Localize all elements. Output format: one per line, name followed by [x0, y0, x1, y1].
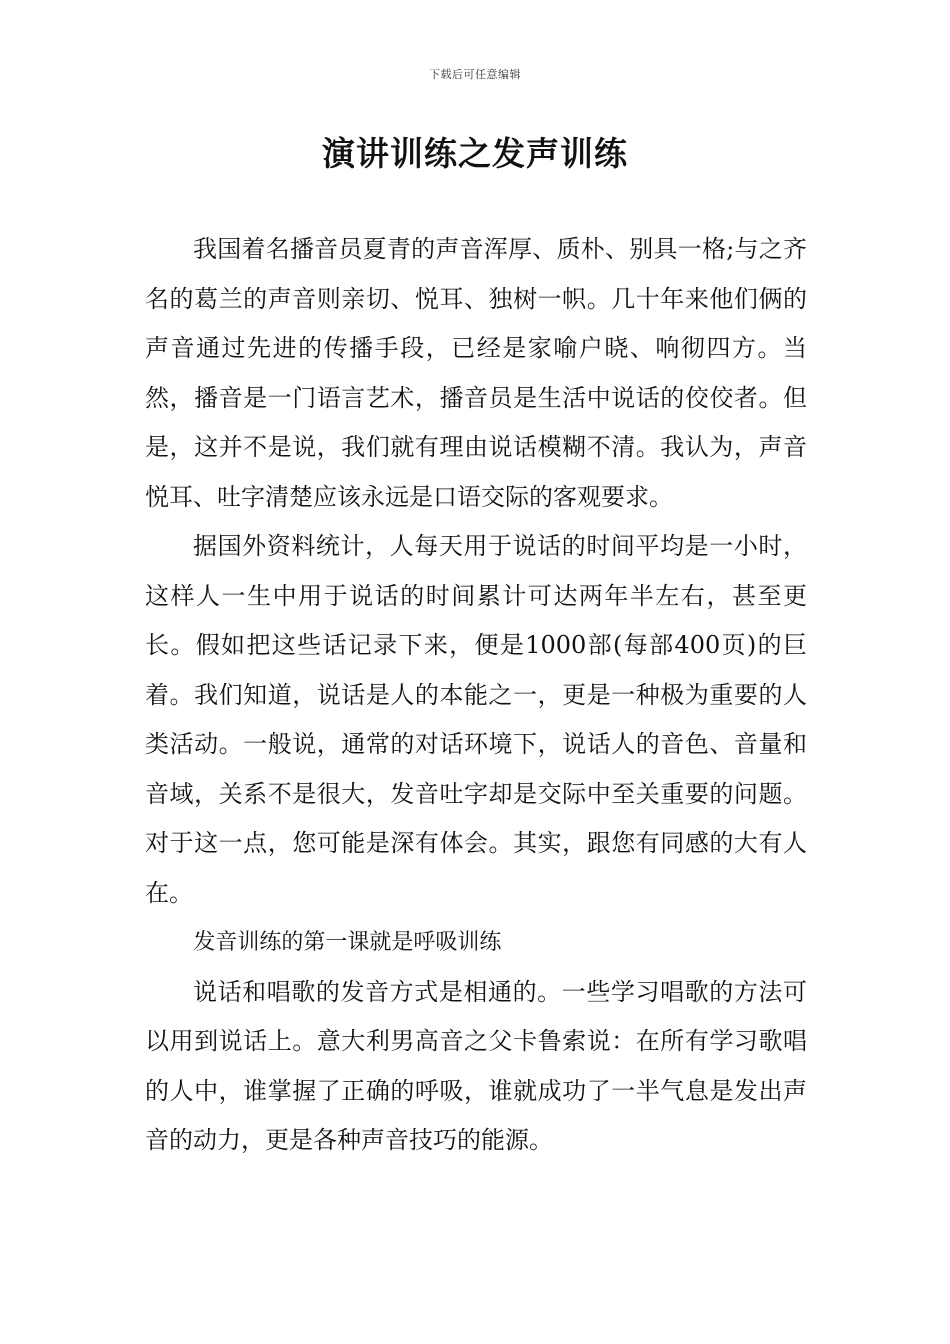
page-header-note: 下载后可任意编辑: [429, 68, 521, 81]
document-title: 演讲训练之发声训练: [322, 134, 628, 173]
section-subheading: 发音训练的第一课就是呼吸训练: [193, 930, 502, 955]
document-body: [145, 225, 807, 1166]
body-paragraph-3: 说话和唱歌的发音方式是相通的。一些学习唱歌的方法可以用到说话上。意大利男高音之父卡鲁索说：在所有学习歌唱的人中，谁掌握了正确的呼吸，谁就成功了一半气息是发出声音的动力，更是各种声音技巧的能源。: [145, 977, 807, 1154]
body-paragraph-1: 我国着名播音员夏青的声音浑厚、质朴、别具一格;与之齐名的葛兰的声音则亲切、悦耳、独树一帜。几十年来他们俩的声音通过先进的传播手段，已经是家喻户晓、响彻四方。当然，播音是一门语言艺术，播音员是生活中说话的佼佼者。但是，这并不是说，我们就有理由说话模糊不清。我认为，声音悦耳、吐字清楚应该永远是口语交际的客观要求。: [145, 235, 807, 511]
body-paragraph-2: 据国外资料统计，人每天用于说话的时间平均是一小时，这样人一生中用于说话的时间累计可达两年半左右，甚至更长。假如把这些话记录下来，便是1000部(每部400页)的巨着。我们知道，说话是人的本能之一，更是一种极为重要的人类活动。一般说，通常的对话环境下，说话人的音色、音量和音域，关系不是很大，发音吐字却是交际中至关重要的问题。对于这一点，您可能是深有体会。其实，跟您有同感的大有人在。: [145, 532, 807, 907]
